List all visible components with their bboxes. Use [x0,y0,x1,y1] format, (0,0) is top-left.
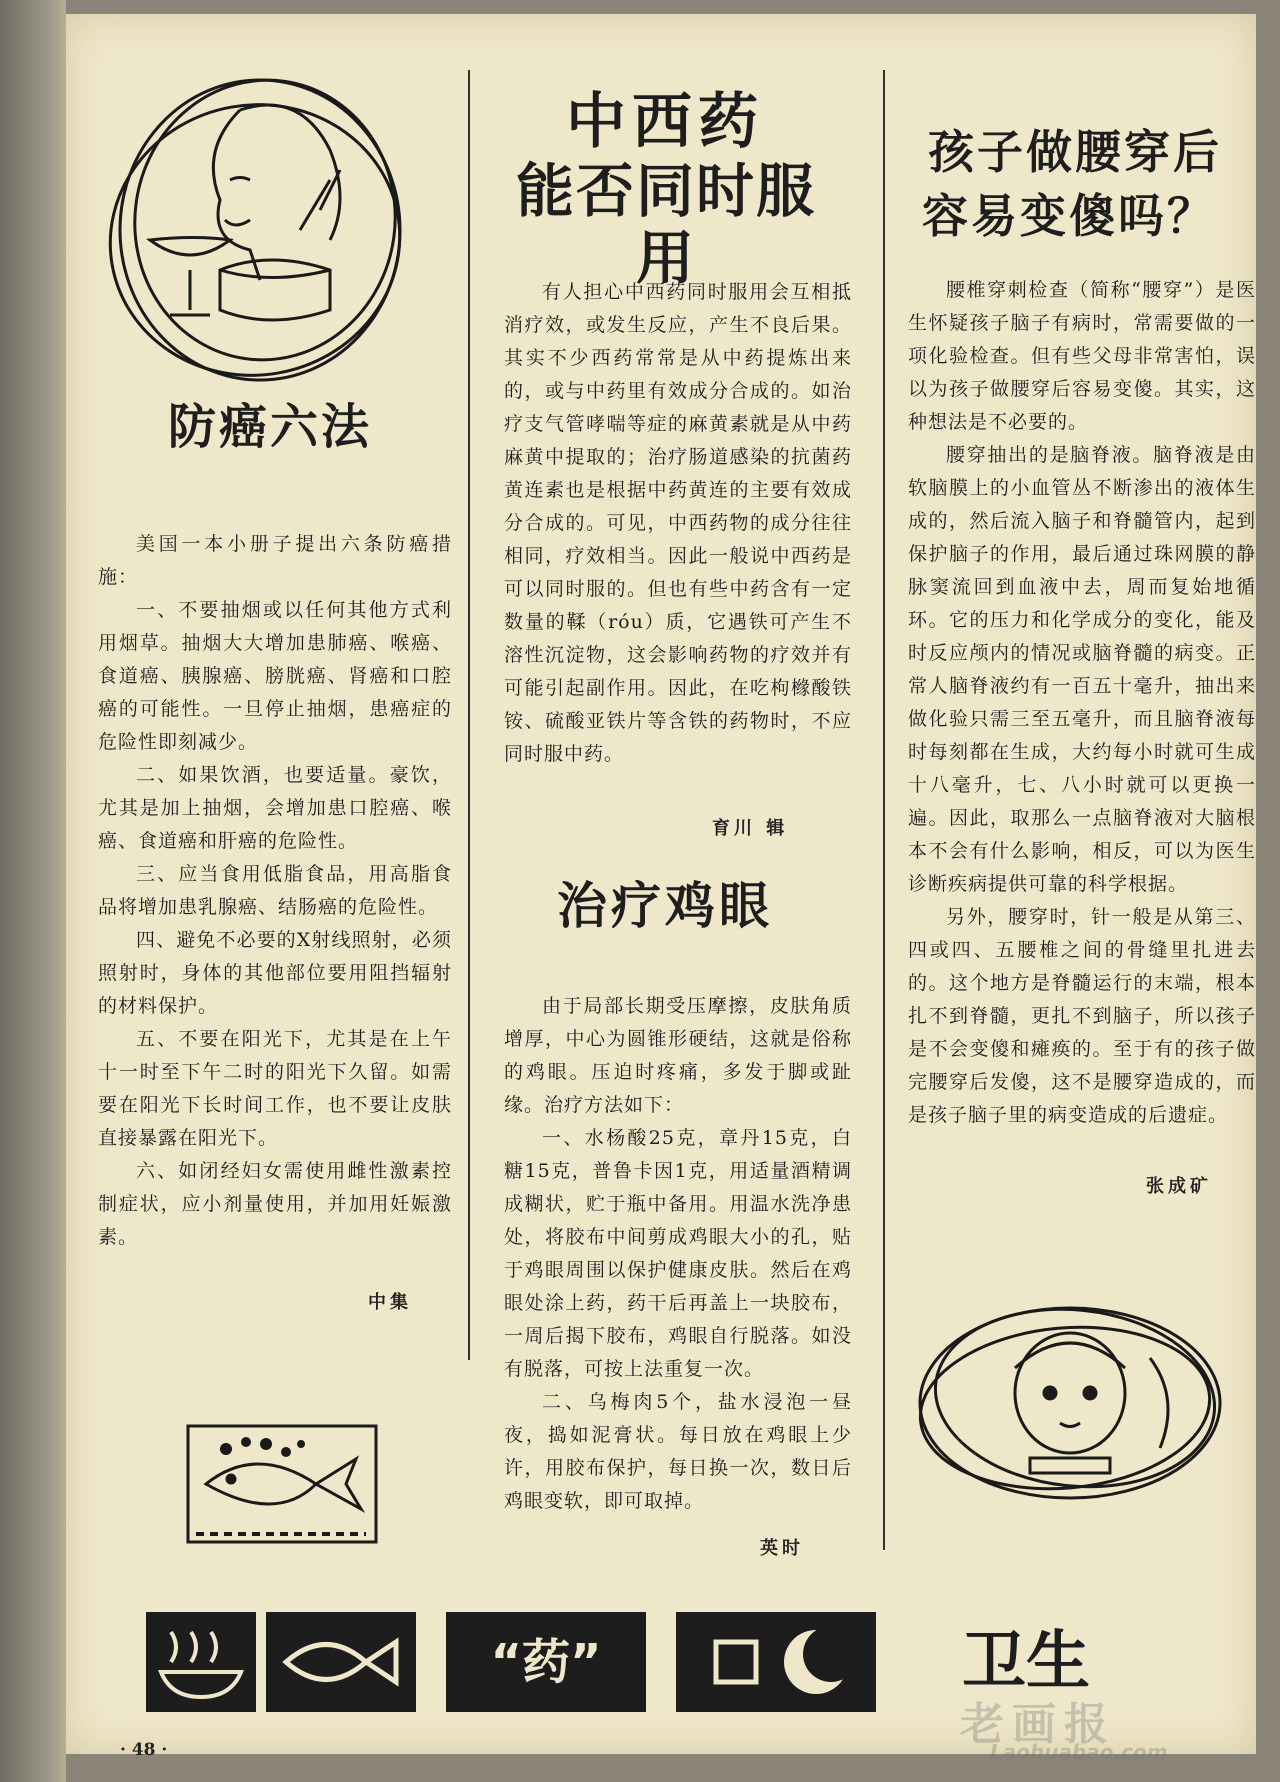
article1-item-2: 二、如果饮酒，也要适量。豪饮，尤其是加上抽烟，会增加患口腔癌、喉癌、食道癌和肝癌的危险性。 [98,764,452,852]
woman-dessert-illustration [100,70,420,390]
article3-paragraph-3: 二、乌梅肉5个，盐水浸泡一昼夜，捣如泥膏状。每日放在鸡眼上少许，用胶布保护，每日换一次，数日后鸡眼变软，即可取掉。 [504,1391,852,1512]
watermark-url: Laohuabao.com [990,1740,1168,1764]
article1-item-6: 六、如闭经妇女需使用雌性激素控制症状，应小剂量使用，并加用妊娠激素。 [98,1160,452,1248]
article4-byline: 张成矿 [1146,1176,1212,1197]
article2-title-line2: 能否同时服用 [515,157,816,292]
steam-bowl-icon [146,1612,256,1712]
article4-paragraph-1: 腰椎穿刺检查（简称“腰穿”）是医生怀疑孩子脑子有病时，常需要做的一项化验检查。但有些父母非常害怕，误以为孩子做腰穿后容易变傻。其实，这种想法是不必要的。 [908,279,1256,433]
article3-paragraph-2: 一、水杨酸25克，章丹15克，白糖15克，普鲁卡因1克，用适量酒精调成糊状，贮于瓶中备用。用温水洗净患处，将胶布中间剪成鸡眼大小的孔，贴于鸡眼周围以保护健康皮肤。然后在鸡眼处涂上药，药干后再盖上一块胶布，一周后揭下胶布，鸡眼自行脱落。如没有脱落，可按上法重复一次。 [504,1127,852,1380]
article2-byline: 育川 辑 [712,818,789,839]
article3-title: 治疗鸡眼 [557,877,773,935]
page-binding [0,0,66,1782]
article4-body [908,274,1256,1132]
article1-item-5: 五、不要在阳光下，尤其是在上午十一时至下午二时的阳光下久留。如需要在阳光下长时间工作，也不要让皮肤直接暴露在阳光下。 [98,1028,452,1149]
article1-item-1: 一、不要抽烟或以任何其他方式利用烟草。抽烟大大增加患肺癌、喉癌、食道癌、胰腺癌、膀胱癌、肾癌和口腔癌的可能性。一旦停止抽烟，患癌症的危险性即刻减少。 [98,599,452,753]
page-number: · 48 · [120,1740,168,1760]
article3-paragraph-1: 由于局部长期受压摩擦，皮肤角质增厚，中心为圆锥形硬结，这就是俗称的鸡眼。压迫时疼痛，多发于脚或趾缘。治疗方法如下： [504,995,852,1116]
article4-paragraph-2: 腰穿抽出的是脑脊液。脑脊液是由软脑膜上的小血管丛不断渗出的液体生成的，然后流入脑子和脊髓管内，起到保护脑子的作用，最后通过珠网膜的静脉窦流回到血液中去，周而复始地循环。它的压力和化学成分的变化，能及时反应颅内的情况或脑脊髓的病变。正常人脑脊液约有一百五十毫升，抽出来做化验只需三至五毫升，而且脑脊液每时每刻都在生成，大约每小时就可生成十八毫升，七、八小时就可以更换一遍。因此，取那么一点脑脊液对大脑根本不会有什么影响，相反，可以为医生诊断疾病提供可靠的科学根据。 [908,444,1256,895]
column-rule-right [883,70,885,1550]
article4-title-line2: 容易变傻吗？ [922,189,1216,243]
article4-paragraph-3: 另外，腰穿时，针一般是从第三、四或四、五腰椎之间的骨缝里扎进去的。这个地方是脊髓运行的末端，根本扎不到脊髓，更扎不到脑子，所以孩子是不会变傻和瘫痪的。至于有的孩子做完腰穿后发傻，这不是腰穿造成的，而是孩子脑子里的病变造成的后遗症。 [908,906,1256,1126]
child-portrait-illustration [910,1298,1230,1508]
fish-illustration [186,1424,378,1544]
article3-body [504,990,852,1518]
article2-title-line1: 中西药 [566,87,764,157]
moon-icon [676,1612,876,1712]
banner-fish-icon [266,1612,416,1712]
article3-byline: 英时 [760,1538,804,1559]
article1-intro: 美国一本小册子提出六条防癌措施： [98,533,452,588]
article1-title: 防癌六法 [167,399,372,455]
article2-paragraph: 有人担心中西药同时服用会互相抵消疗效，或发生反应，产生不良后果。其实不少西药常常是从中药提炼出来的，或与中药里有效成分合成的。如治疗支气管哮喘等症的麻黄素就是从中药麻黄中提取的；治疗肠道感染的抗菌药黄连素也是根据中药黄连的主要有效成分合成的。可见，中西药物的成分往往相同，疗效相当。因此一般说中西药是可以同时服的。但也有些中药含有一定数量的鞣（róu）质，它遇铁可产生不溶性沉淀物，这会影响药物的疗效并有可能引起副作用。因此，在吃枸橼酸铁铵、硫酸亚铁片等含铁的药物时，不应同时服中药。 [504,281,852,765]
article1-item-3: 三、应当食用低脂食品，用高脂食品将增加患乳腺癌、结肠癌的危险性。 [98,863,452,918]
column-rule-left [468,70,470,1360]
article1-byline: 中集 [368,1292,412,1313]
banner-health-block: 卫生 [962,1625,1090,1699]
banner-medicine-block: “药” [446,1612,646,1712]
article4-title-line1: 孩子做腰穿后 [928,125,1222,179]
watermark-logo: 老画报 [960,1699,1116,1750]
article1-item-4: 四、避免不必要的X射线照射，必须照射时，身体的其他部位要用阻挡辐射的材料保护。 [98,929,452,1017]
article2-body [504,276,852,771]
article1-body [98,528,452,1254]
